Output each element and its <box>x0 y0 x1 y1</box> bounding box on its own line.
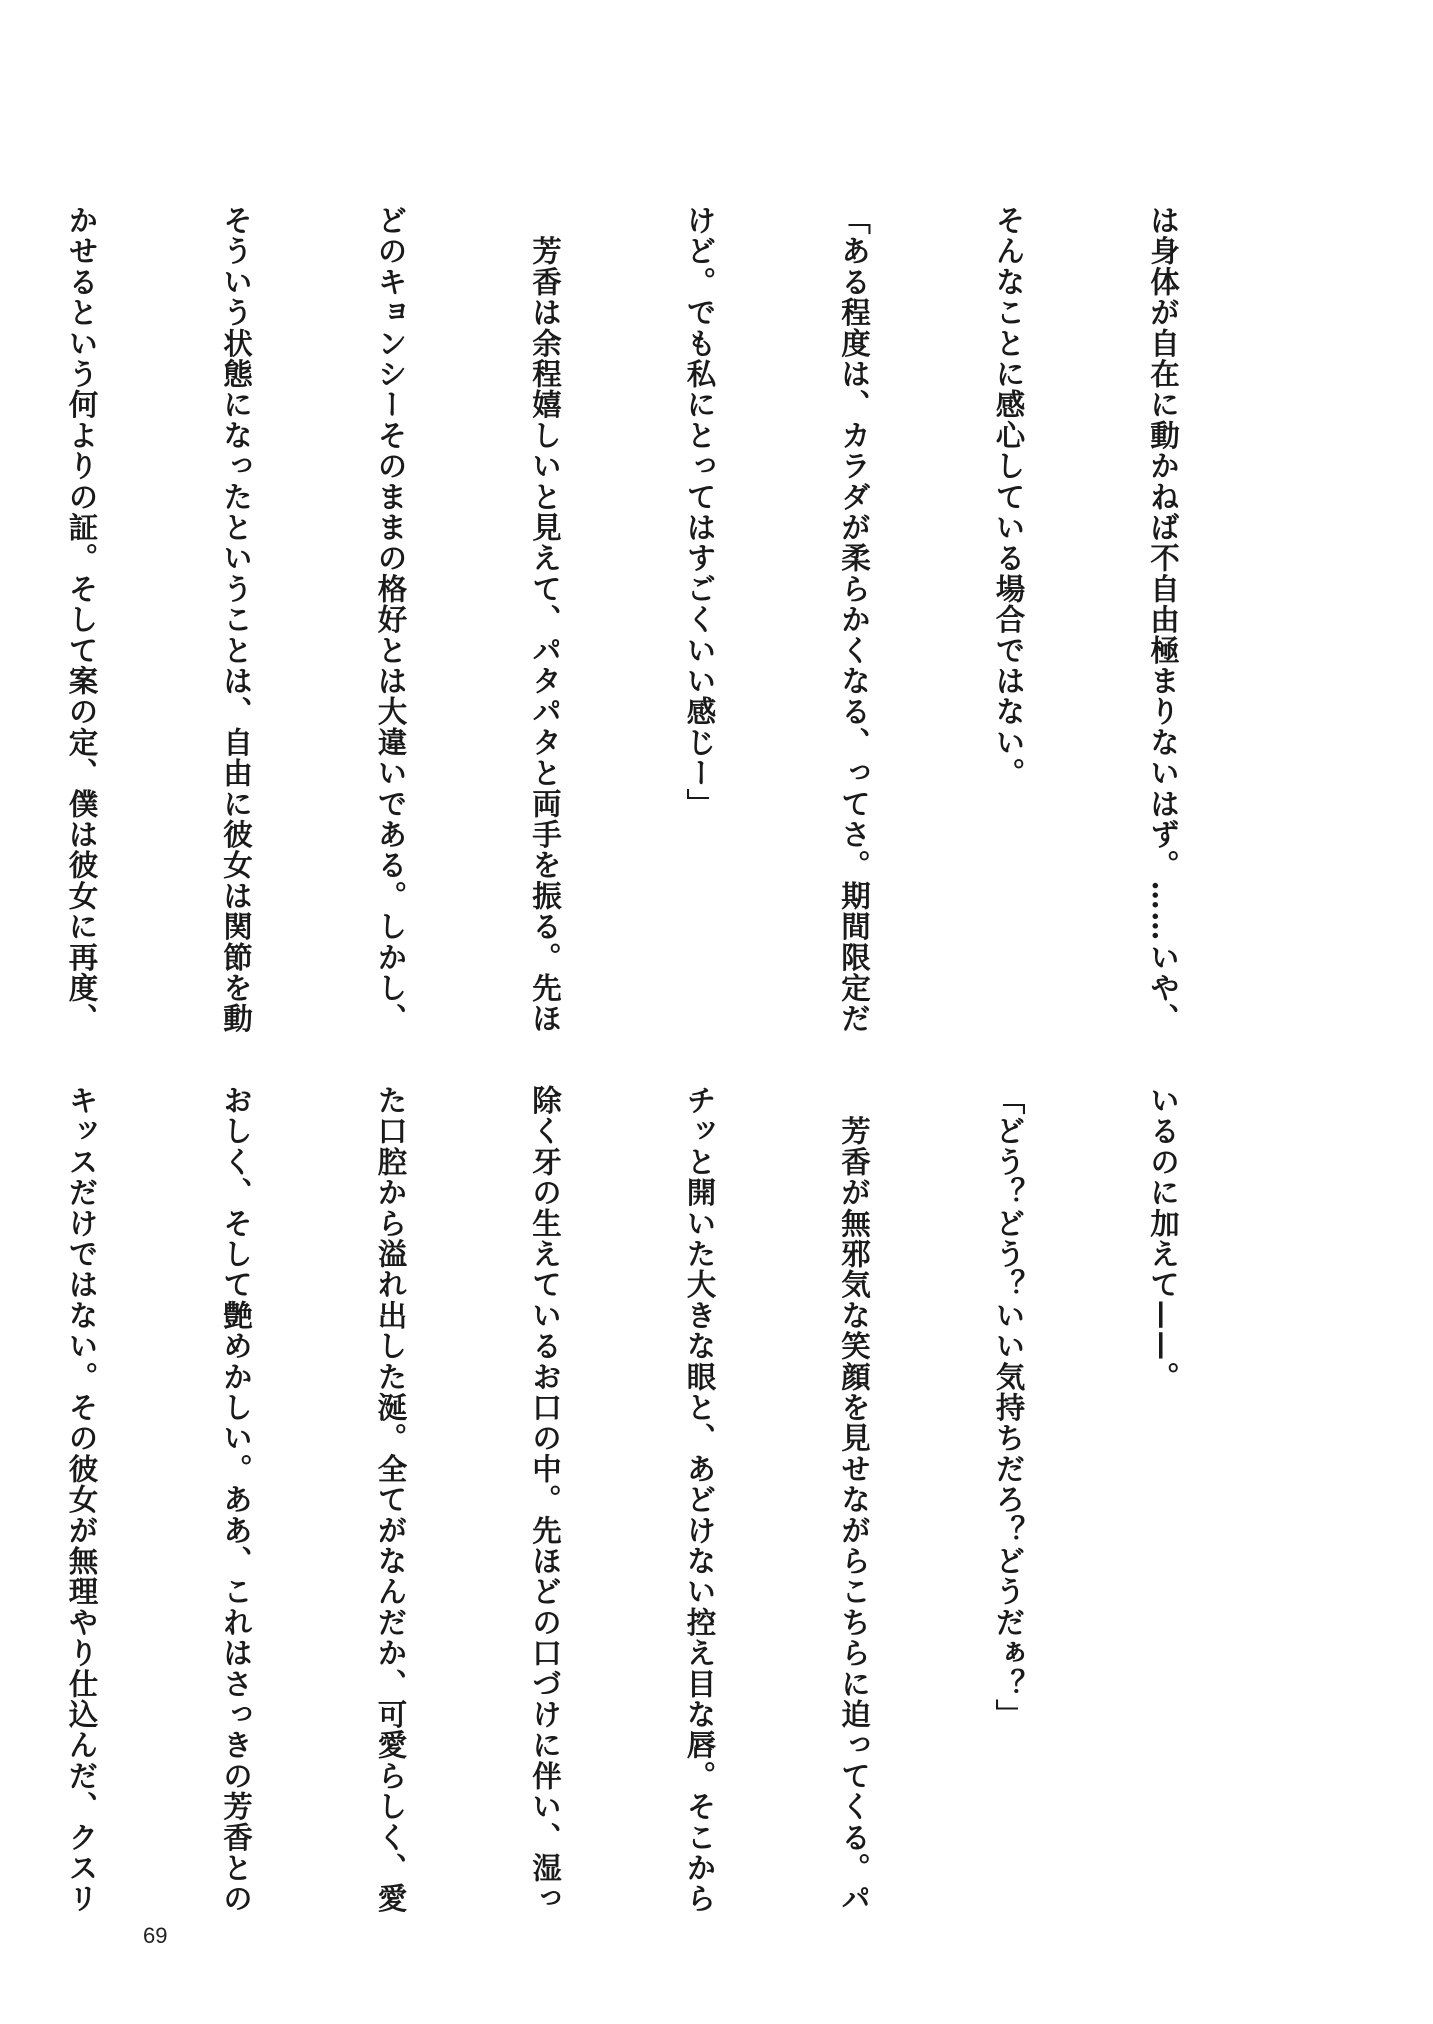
text-block-top <box>64 205 1292 1034</box>
text-line: た口腔から溢れ出した涎。全てがなんだか、可愛らしく、愛 <box>373 1085 409 1914</box>
text-line: そういう状態になったということは、自由に彼女は関節を動 <box>219 205 254 1034</box>
text-line: おしく、そして艶めかしい。ああ、これはさっきの芳香との <box>219 1085 254 1914</box>
text-line: 「ある程度は、カラダが柔らかくなる、ってさ。期間限定だ <box>837 205 872 1034</box>
text-line: けど。でも私にとってはすごくいい感じー」 <box>682 205 718 819</box>
page-number: 69 <box>143 1923 168 1948</box>
text-line: 芳香は余程嬉しいと見えて、パタパタと両手を振る。先ほ <box>528 205 563 1034</box>
text-line: キッスだけではない。その彼女が無理やり仕込んだ、クスリ <box>64 1085 100 1914</box>
text-line: どのキョンシーそのままの格好とは大違いである。しかし、 <box>373 205 409 1034</box>
text-line: は身体が自在に動かねば不自由極まりないはず。……いや、 <box>1146 205 1181 1034</box>
text-line: 「どう？どう？いい気持ちだろ？どうだぁ？」 <box>991 1085 1027 1730</box>
text-block-bottom <box>64 1085 1292 1914</box>
text-line: チッと開いた大きな眼と、あどけない控え目な唇。そこから <box>682 1085 718 1914</box>
text-line: かせるという何よりの証。そして案の定、僕は彼女に再度、 <box>64 205 100 1034</box>
text-line: 芳香が無邪気な笑顔を見せながらこちらに迫ってくる。パ <box>837 1085 872 1914</box>
text-line: 除く牙の生えているお口の中。先ほどの口づけに伴い、湿っ <box>528 1085 563 1914</box>
text-line: そんなことに感心している場合ではない。 <box>991 205 1027 789</box>
text-line: いるのに加えて——。 <box>1146 1085 1181 1392</box>
